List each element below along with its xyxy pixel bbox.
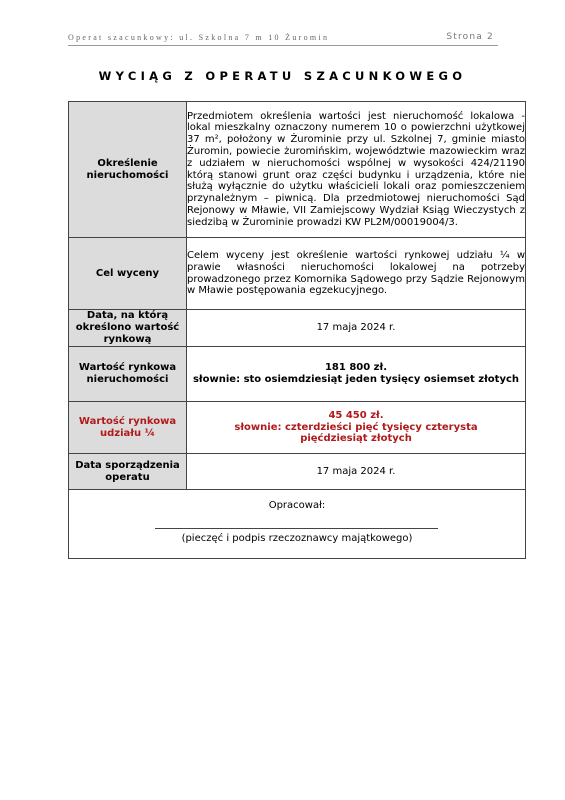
row-purpose bbox=[69, 238, 526, 310]
row-market-value bbox=[69, 347, 526, 402]
signature-line bbox=[155, 528, 438, 529]
market-value-amount: 181 800 zł. bbox=[324, 362, 388, 374]
value-market-value bbox=[187, 347, 526, 402]
value-report-date: 17 maja 2024 r. bbox=[187, 454, 526, 490]
label-report-date: Data sporządzenia operatu bbox=[69, 454, 187, 490]
row-valuation-date bbox=[69, 310, 526, 347]
share-value-amount: 45 450 zł. bbox=[328, 409, 384, 421]
row-signature bbox=[69, 490, 526, 559]
value-valuation-date: 17 maja 2024 r. bbox=[187, 310, 526, 347]
share-value-words: słownie: czterdzieści pięć tysięcy czterysta pięćdziesiąt złotych bbox=[234, 421, 478, 445]
prepared-by-label: Opracował: bbox=[268, 500, 326, 511]
signature-block bbox=[69, 490, 526, 559]
header-document-name: Operat szacunkowy: ul. Szkolna 7 m 10 Żuromin bbox=[68, 33, 330, 42]
value-property-description: Przedmiotem określenia wartości jest nieruchomość lokalowa - lokal mieszkalny oznaczony numerem 10 o powierzchni użytkowej 37 m², położony w Żurominie przy ul. Szkolnej 7, gminie miasto Żuromin, powiecie żuromińskim, województwie mazowieckim wraz z udziałem w nieruchomości wspólnej w wysokości 424/21190 którą stanowi grunt oraz części budynku i urządzenia, które nie służą wyłącznie do użytku właścicieli lokali oraz pomieszczeniem przynależnym – piwnicą. Dla przedmiotowej nieruchomości Sąd Rejonowy w Mławie, VII Zamiejscowy Wydział Ksiąg Wieczystych z siedzibą w Żurominie prowadzi KW PL2M/00019004/3. bbox=[187, 102, 526, 238]
row-report-date bbox=[69, 454, 526, 490]
label-market-value: Wartość rynkowa nieruchomości bbox=[69, 347, 187, 402]
label-share-value: Wartość rynkowa udziału ¼ bbox=[69, 402, 187, 454]
row-property bbox=[69, 102, 526, 238]
page-header bbox=[68, 33, 498, 46]
signature-caption: (pieczęć i podpis rzeczoznawcy majątkowego) bbox=[181, 533, 413, 544]
label-valuation-date: Data, na którą określono wartość rynkową bbox=[69, 310, 187, 347]
label-purpose: Cel wyceny bbox=[69, 238, 187, 310]
value-purpose-description: Celem wyceny jest określenie wartości rynkowej udziału ¼ w prawie własności nieruchomości lokalowej na potrzeby prowadzonego przez Komornika Sądowego przy Sądzie Rejonowym w Mławie postępowania egzekucyjnego. bbox=[187, 238, 526, 310]
document-title: WYCIĄG Z OPERATU SZACUNKOWEGO bbox=[98, 69, 467, 83]
summary-table bbox=[68, 101, 526, 559]
market-value-words: słownie: sto osiemdziesiąt jeden tysięcy osiemset złotych bbox=[192, 374, 520, 385]
header-page-number: Strona 2 bbox=[446, 32, 494, 42]
label-property: Określenie nieruchomości bbox=[69, 102, 187, 238]
value-share-value bbox=[187, 402, 526, 454]
row-share-value bbox=[69, 402, 526, 454]
